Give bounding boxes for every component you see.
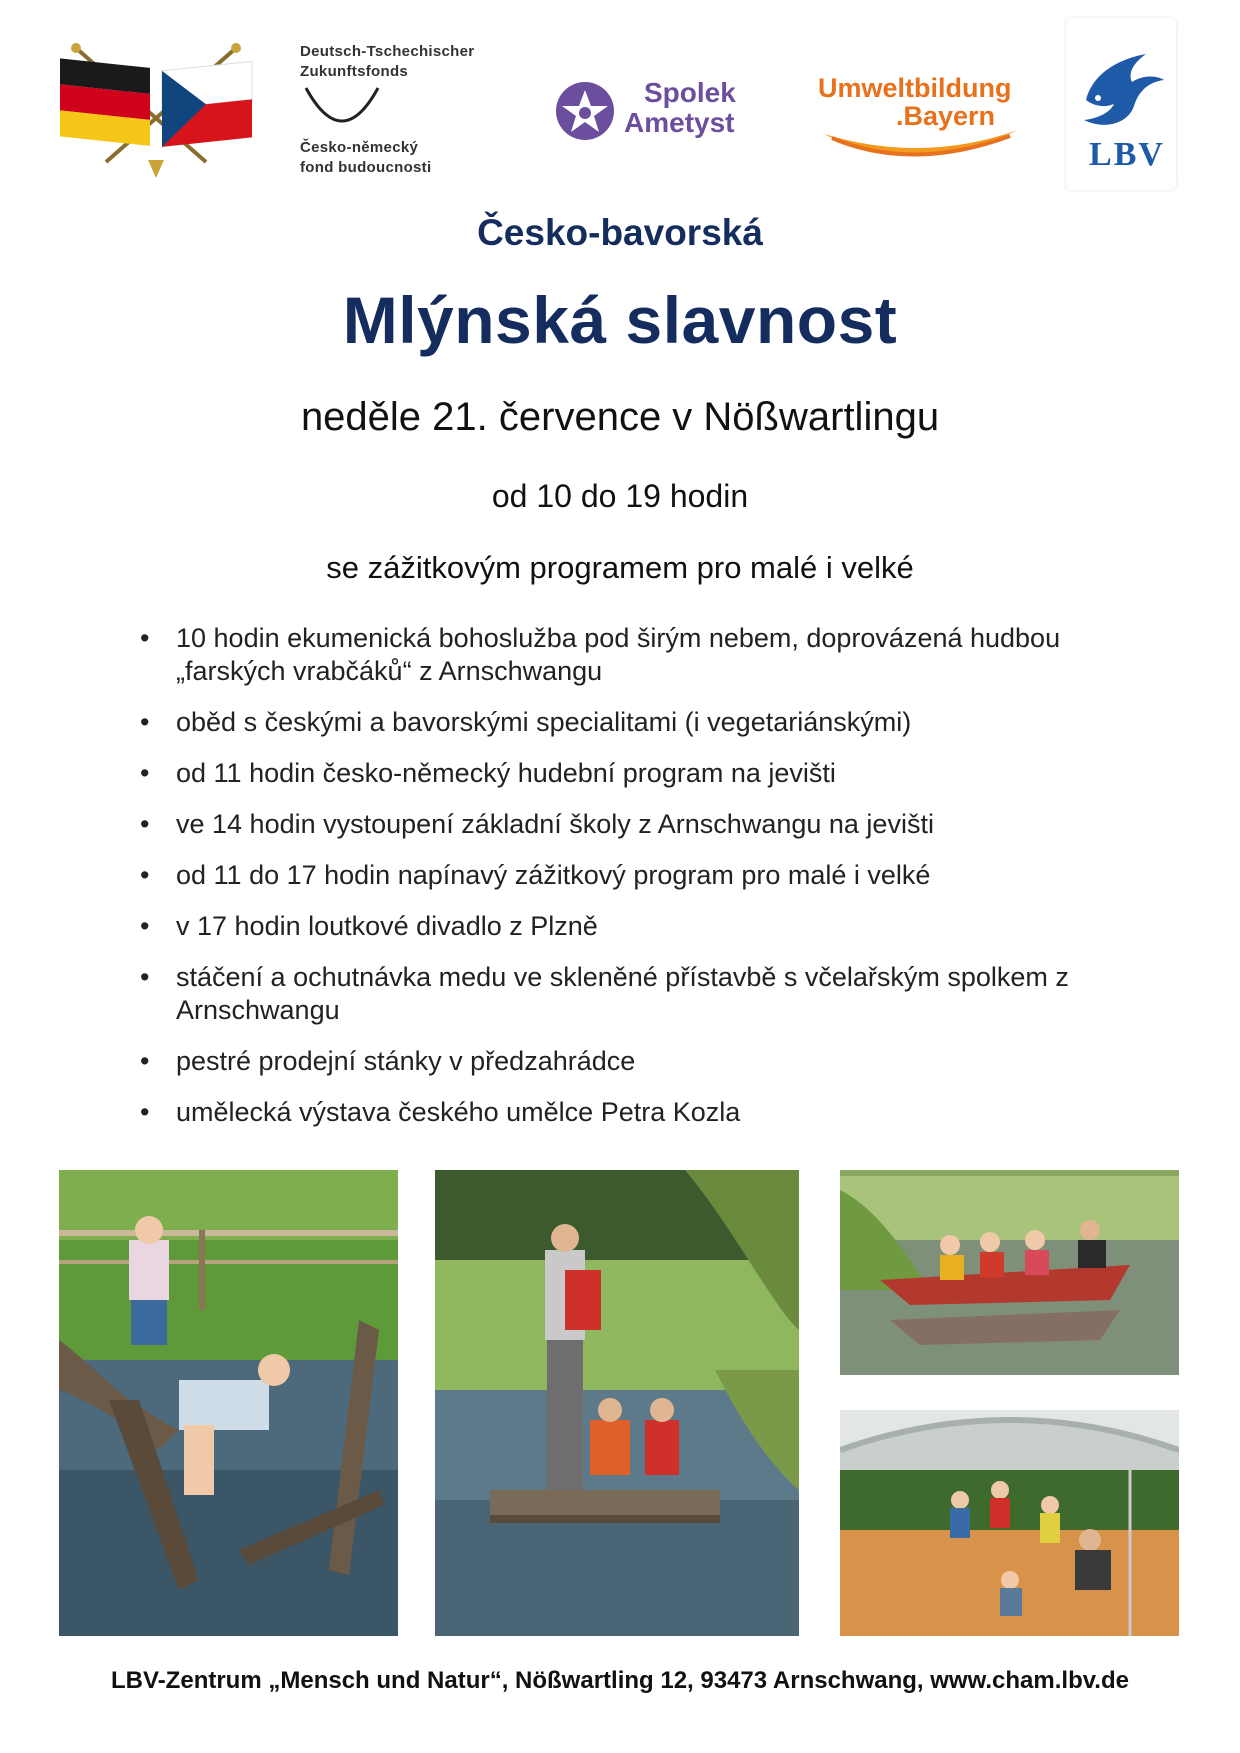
program-list xyxy=(140,622,1120,1147)
fund-cz-line1: Česko-německý xyxy=(300,139,419,156)
list-item: • od 11 do 17 hodin napínavý zážitkový program pro malé i velké xyxy=(140,859,1120,892)
spolek-ametyst-logo xyxy=(548,62,768,152)
arc-icon xyxy=(302,84,382,128)
spolek-name: Spolek xyxy=(644,77,736,108)
german-czech-flags-logo xyxy=(56,42,256,182)
lbv-logo xyxy=(1066,18,1176,190)
lbv-wordmark: LBV xyxy=(1089,136,1165,173)
bird-icon xyxy=(1074,46,1168,136)
page-title: Mlýnská slavnost xyxy=(342,283,898,357)
photo-canoe xyxy=(840,1170,1179,1375)
list-item: • umělecká výstava českého umělce Petra Kozla xyxy=(140,1096,1120,1129)
event-time: od 10 do 19 hodin xyxy=(491,478,749,514)
list-item: • 10 hodin ekumenická bohoslužba pod širým nebem, doprovázená hudbou „farských vrabčáků“ z Arnschwangu xyxy=(140,622,1120,688)
zukunftsfonds-logo xyxy=(300,42,520,177)
amethyst-star-icon xyxy=(554,80,616,142)
program-subtitle: se zážitkovým programem pro malé i velké xyxy=(326,550,914,585)
photo-sandpit-tent xyxy=(840,1410,1179,1636)
umweltbildung-bayern-logo xyxy=(818,68,1028,178)
fund-cz-line2: fond budoucnosti xyxy=(300,159,432,176)
photo-raft-on-river xyxy=(435,1170,799,1636)
kicker-heading: Česko-bavorská xyxy=(477,212,763,253)
list-item: • od 11 hodin česko-německý hudební program na jevišti xyxy=(140,757,1120,790)
fund-name-german xyxy=(300,42,530,82)
umwelt-line2: .Bayern xyxy=(896,101,996,131)
list-item: • pestré prodejní stánky v předzahrádce xyxy=(140,1045,1120,1078)
fund-de-line1: Deutsch-Tschechischer xyxy=(300,43,475,60)
umwelt-line1: Umweltbildung xyxy=(818,73,1012,103)
event-date: neděle 21. července v Nößwartlingu xyxy=(300,395,940,439)
list-item: • stáčení a ochutnávka medu ve skleněné přístavbě s včelařským spolkem z Arnschwangu xyxy=(140,961,1120,1027)
fund-name-czech xyxy=(300,138,530,178)
swoosh-icon xyxy=(822,120,1022,170)
list-item: • oběd s českými a bavorskými specialitami (i vegetariánskými) xyxy=(140,706,1120,739)
fund-de-line2: Zukunftsfonds xyxy=(300,63,409,80)
footer-address: LBV-Zentrum „Mensch und Natur“, Nößwartling 12, 93473 Arnschwang, www.cham.lbv.de xyxy=(111,1667,1129,1694)
ametyst-name: Ametyst xyxy=(624,107,735,138)
list-item: • ve 14 hodin vystoupení základní školy z Arnschwangu na jevišti xyxy=(140,808,1120,841)
photo-kids-in-stream xyxy=(59,1170,398,1636)
list-item: • v 17 hodin loutkové divadlo z Plzně xyxy=(140,910,1120,943)
